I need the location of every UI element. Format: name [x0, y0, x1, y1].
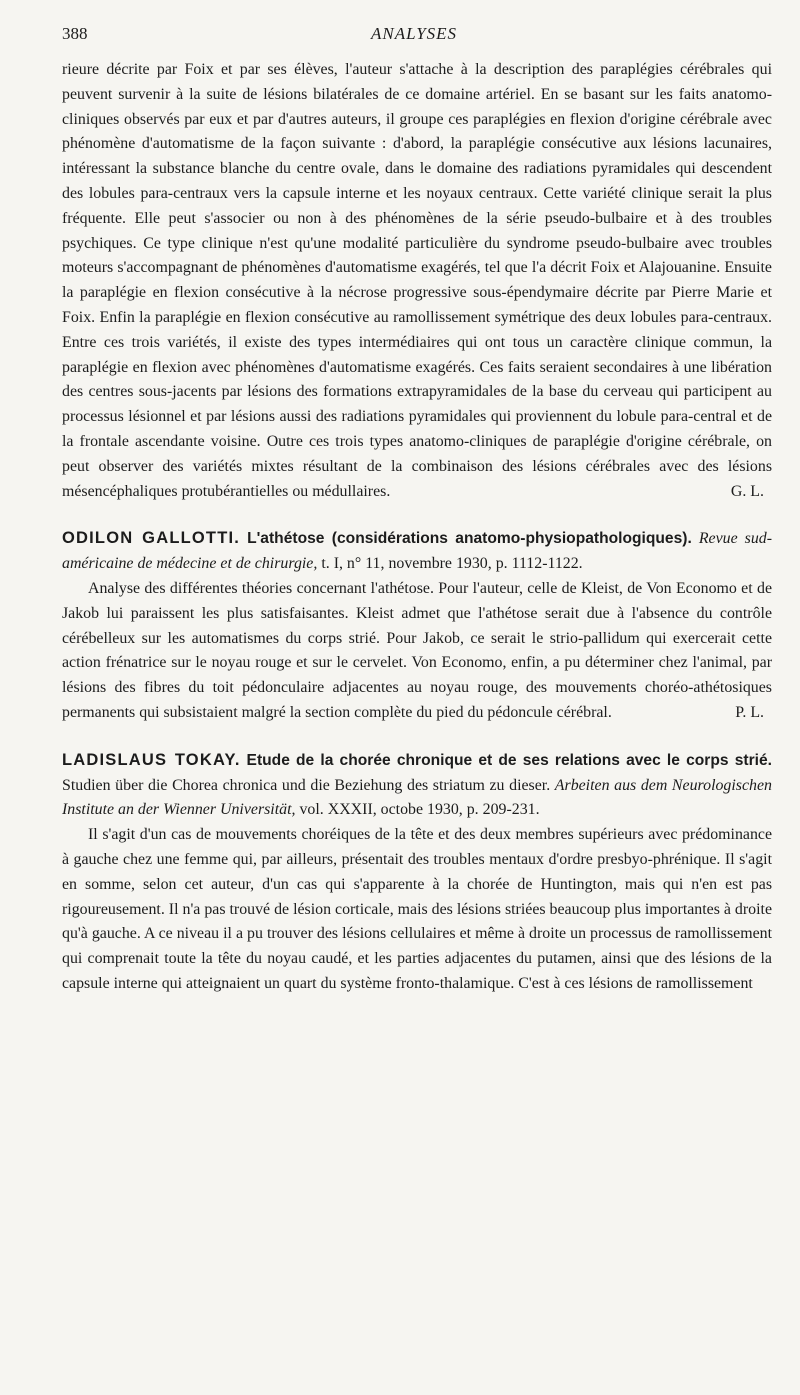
entry-details: t. I, n° 11, novembre 1930,	[321, 555, 492, 573]
entry-body	[62, 823, 772, 997]
entry-author: ODILON GALLOTTI.	[62, 529, 241, 548]
running-head	[62, 24, 766, 48]
entry-journal: Arbeiten aus dem Neurologischen Institute an der Wienner Universität,	[62, 776, 772, 819]
continuation-paragraph	[62, 58, 772, 504]
entry-title: Etude de la chorée chronique et de ses relations avec le corps strié.	[246, 751, 772, 769]
entry-pages: p. 1112-1122.	[495, 555, 583, 573]
entry-title: L'athétose (considérations anatomo-physiopathologiques).	[247, 530, 692, 548]
signature-gl: G. L.	[730, 482, 764, 500]
signature-pl: P. L.	[735, 703, 764, 721]
running-title: ANALYSES	[370, 24, 458, 43]
entry-details: vol. XXXII, octobe 1930, p. 209-231.	[299, 801, 540, 819]
entry-header	[62, 526, 772, 577]
entry-body-text: Analyse des différentes théories concernant l'athétose. Pour l'auteur, celle de Kleist, de Von Economo et de Jakob lui paraissent les plus satisfaisantes. Kleist admet que l'athétose serait due à l'absence du contrôle cérébelleux sur les automatismes du corps strié. Pour Jakob, ce serait le strio-pallidum qui exercerait cette action frénatrice sur le noyau rouge et sur le cervelet. Von Economo, enfin, a pu déterminer chez l'animal, par lésions des fibres du toit pédonculaire adjacentes au noyau rouge, des mouvements choréo-athétosiques permanents qui subsistaient malgré la section complète du pied du pédoncule cérébral.	[62, 579, 772, 721]
entry-body-text: Il s'agit d'un cas de mouvements choréiques de la tête et des deux membres supérieurs avec prédominance à gauche chez une femme qui, par ailleurs, présentait des troubles mentaux d'ordre presbyo-phrénique. Il s'agit en somme, selon cet auteur, d'un cas qui s'apparente à la chorée de Huntington, mais qui n'en est pas rigoureusement. Il n'a pas trouvé de lésion corticale, mais des lésions striées beaucoup plus importantes à droite qu'à gauche. A ce niveau il a pu trouver des lésions cellulaires et même à droite un processus de ramollissement qui comprenait toute la tête du noyau caudé, et les parties adjacentes du putamen, ainsi que des lésions de la capsule interne qui atteignaient un quart du système fronto-thalamique. C'est à ces lésions de ramollissement	[62, 826, 772, 992]
page-number: 388	[62, 24, 88, 43]
review-entry-gallotti	[62, 526, 772, 725]
page-body	[62, 58, 772, 997]
continuation-text: rieure décrite par Foix et par ses élèves, l'auteur s'attache à la description des paraplégies cérébrales qui peuvent survenir à la suite de lésions bilatérales de ce domaine artériel. En se basant sur les faits anatomo-cliniques observés par eux et par d'autres auteurs, il groupe ces paraplégies en flexion d'origine cérébrale avec phénomène d'automatisme de la façon suivante : d'abord, la paraplégie consécutive aux lésions lacunaires, intéressant la substance blanche du centre ovale, dans le domaine des radiations pyramidales qui descendent des lobules para-centraux vers la capsule interne et les noyaux centraux. Cette variété clinique serait la plus fréquente. Elle peut s'associer ou non à des phénomènes de la série pseudo-bulbaire et à des troubles psychiques. Ce type clinique n'est qu'une modalité particulière du syndrome pseudo-bulbaire avec troubles moteurs s'accompagnant de phénomènes d'automatisme exagérés, tel que l'a décrit Foix et Alajouanine. Ensuite la paraplégie en flexion consécutive à la nécrose progressive sous-épendymaire décrite par Pierre Marie et Foix. Enfin la paraplégie en flexion consécutive au ramollissement symétrique des deux lobules para-centraux. Entre ces trois variétés, il existe des types intermédiaires qui ont tous un caractère clinique commun, la paraplégie en flexion avec phénomènes d'automatisme exagérés. Ces faits seraient secondaires à une libération des centres sous-jacents par lésions des formations extrapyramidales de la base du cerveau qui participent au processus lésionnel et par lésions aussi des radiations pyramidales qui proviennent du lobule para-central et de la frontale ascendante voisine. Outre ces trois types anatomo-cliniques de paraplégie d'origine cérébrale, on peut observer des variétés mixtes résultant de la combinaison des lésions cérébrales avec des lésions mésencéphaliques protubérantielles ou médullaires.	[62, 61, 772, 500]
entry-body	[62, 577, 772, 726]
entry-header	[62, 748, 772, 823]
entry-journal: Revue sud-américaine de médecine et de chirurgie,	[62, 530, 772, 573]
entry-author: LADISLAUS TOKAY.	[62, 750, 241, 769]
entry-subtitle: Studien über die Chorea chronica und die Beziehung des striatum zu dieser.	[62, 776, 551, 794]
review-entry-tokay	[62, 748, 772, 997]
